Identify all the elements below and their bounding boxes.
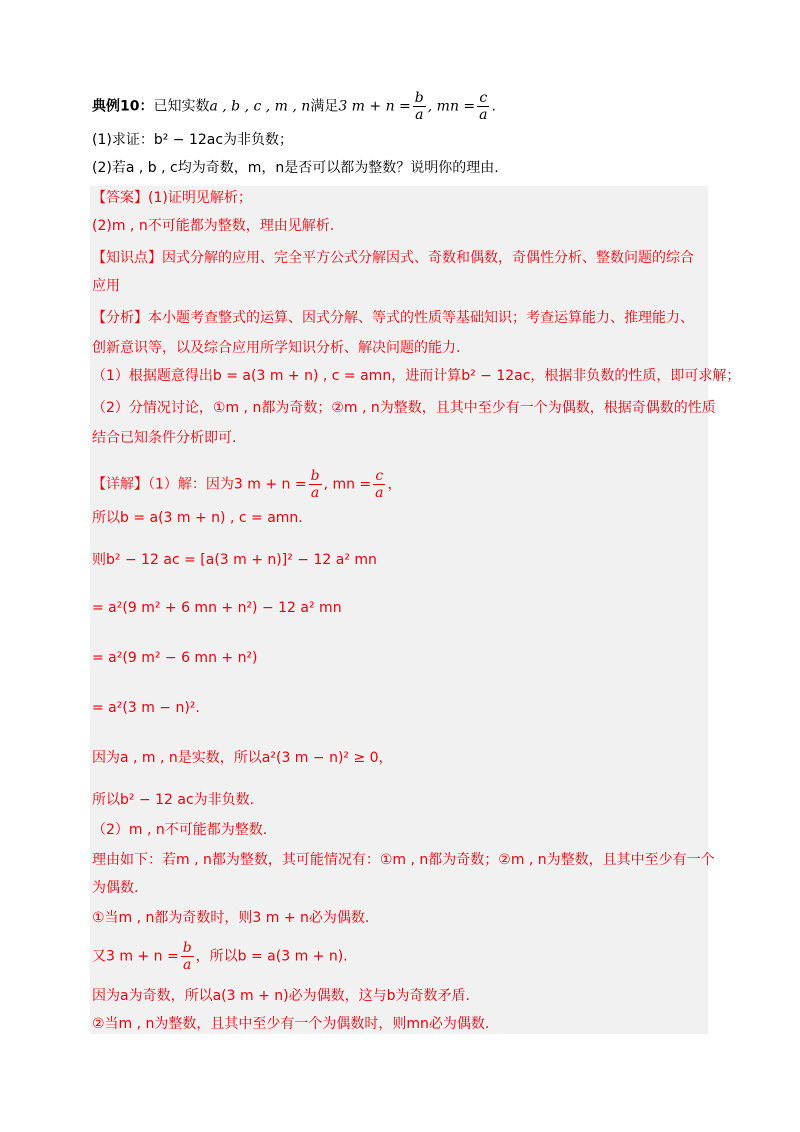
detail-text-1-pre: （1）解：因为3 m + n = — [148, 476, 307, 493]
knowledge-line-1 — [92, 248, 694, 268]
detail-line-12: ①当m , n都为奇数时，则3 m + n必为偶数. — [92, 910, 370, 926]
detail-line-10: 理由如下：若m , n都为整数，其可能情况有：①m , n都为奇数；②m , n为整数，且其中至少有一个 — [92, 852, 715, 868]
cond2-lhs: , mn = — [427, 98, 476, 115]
detail-line-15: ②当m , n为整数，且其中至少有一个为偶数时，则mn必为偶数. — [92, 1016, 490, 1032]
frac-numerator: c — [375, 468, 384, 484]
analysis-line-3: （1）根据题意得出b = a(3 m + n) , c = amn，进而计算b² − 12ac，根据非负数的性质，即可求解； — [92, 368, 741, 384]
fraction-c-over-a — [373, 468, 385, 501]
detail-line-9: （2）m , n不可能都为整数. — [92, 822, 268, 838]
detail-line-6: = a²(3 m − n)². — [92, 700, 200, 716]
answer-text-1: (1)证明见解析； — [148, 190, 252, 206]
detail-line-5: = a²(9 m² − 6 mn + n²) — [92, 650, 258, 666]
stem-end: . — [491, 98, 496, 115]
detail-text-1-mid: , mn = — [323, 476, 372, 493]
fraction-b-over-a — [309, 468, 322, 501]
detail-label: 【详解】 — [92, 476, 148, 493]
answer-label: 【答案】 — [92, 190, 148, 206]
knowledge-label: 【知识点】 — [92, 250, 162, 266]
problem-stem — [92, 90, 496, 123]
question-2: (2)若a , b , c均为奇数，m，n是否可以都为整数？说明你的理由. — [92, 160, 499, 176]
stem-mid: 满足 — [310, 98, 339, 115]
frac-numerator: b — [310, 468, 320, 484]
analysis-line-2: 创新意识等，以及综合应用所学知识分析、解决问题的能力. — [92, 340, 461, 356]
detail-line-11: 为偶数. — [92, 880, 139, 896]
detail-line-7: 因为a , m , n是实数，所以a²(3 m − n)² ≥ 0， — [92, 750, 393, 766]
fraction-c-over-a — [477, 90, 489, 123]
detail-line-2: 所以b = a(3 m + n) , c = amn. — [92, 510, 303, 526]
detail-text-13-post: ，所以b = a(3 m + n). — [195, 948, 348, 965]
detail-text-1-end: ， — [387, 476, 402, 493]
problem-title: 典例10： — [92, 98, 154, 115]
frac-denominator: a — [375, 485, 384, 501]
frac-numerator: c — [479, 90, 488, 106]
analysis-line-5: 结合已知条件分析即可. — [92, 430, 237, 446]
detail-line-4: = a²(9 m² + 6 mn + n²) − 12 a² mn — [92, 600, 342, 616]
frac-numerator: b — [182, 940, 192, 956]
stem-prefix: 已知实数 — [153, 98, 210, 115]
frac-numerator: b — [414, 90, 424, 106]
stem-vars: a , b , c , m , n — [209, 98, 311, 115]
frac-denominator: a — [479, 107, 488, 123]
analysis-text-1: 本小题考查整式的运算、因式分解、等式的性质等基础知识；考查运算能力、推理能力、 — [148, 310, 694, 326]
knowledge-line-2: 应用 — [92, 278, 120, 294]
analysis-label: 【分析】 — [92, 310, 148, 326]
frac-denominator: a — [310, 485, 320, 501]
detail-line-13 — [92, 940, 348, 973]
detail-line-8: 所以b² − 12 ac为非负数. — [92, 792, 255, 808]
answer-line-1 — [92, 188, 252, 208]
knowledge-text-1: 因式分解的应用、完全平方公式分解因式、奇数和偶数，奇偶性分析、整数问题的综合 — [162, 250, 694, 266]
fraction-b-over-a — [181, 940, 194, 973]
detail-line-1 — [92, 468, 402, 501]
question-1: (1)求证：b² − 12ac为非负数； — [92, 132, 294, 148]
detail-line-14: 因为a为奇数，所以a(3 m + n)必为偶数，这与b为奇数矛盾. — [92, 988, 470, 1004]
analysis-line-4: （2）分情况讨论，①m , n都为奇数；②m , n为整数，且其中至少有一个为偶数，根据奇偶数的性质 — [92, 400, 716, 416]
fraction-b-over-a — [413, 90, 426, 123]
frac-denominator: a — [415, 107, 424, 123]
answer-line-2: (2)m , n不可能都为整数，理由见解析. — [92, 218, 335, 234]
frac-denominator: a — [182, 957, 192, 973]
detail-text-13-pre: 又3 m + n = — [92, 948, 179, 965]
detail-line-3: 则b² − 12 ac = [a(3 m + n)]² − 12 a² mn — [92, 552, 377, 568]
analysis-line-1 — [92, 308, 694, 328]
cond1-lhs: 3 m + n = — [338, 98, 411, 115]
